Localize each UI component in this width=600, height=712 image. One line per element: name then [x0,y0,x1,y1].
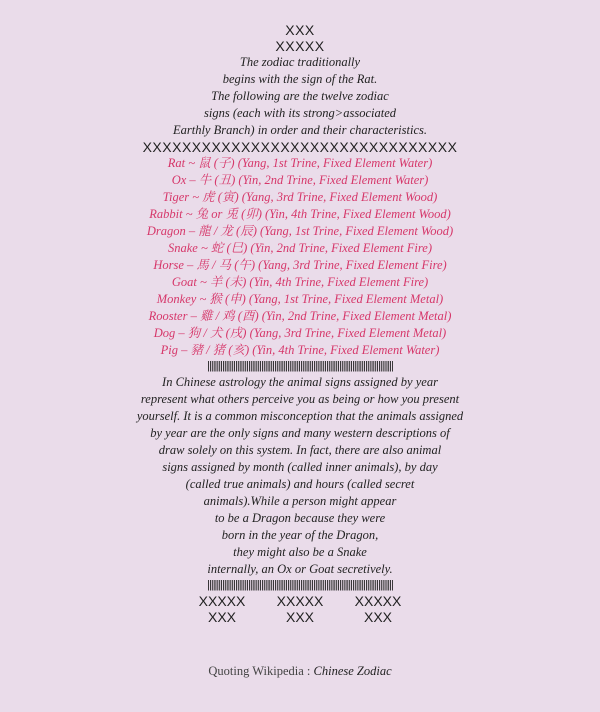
body-line: born in the year of the Dragon, [221,528,379,542]
body-line: signs assigned by month (called inner animals), by day [162,460,438,474]
body-paragraph [0,374,600,578]
trunk-x: XXXXX [276,593,324,609]
sign-pig: Pig – 豬 / 猪 (亥) (Yin, 4th Trine, Fixed Element Water) [160,343,440,357]
trunk-x: XXX [363,609,392,625]
trunk-x: XXX [285,609,314,625]
body-line: they might also be a Snake [233,545,367,559]
bar-separator-bottom: |||||||||||||||||||||||||||||||||||||||||||||||||||||||||||||||||||||||||||||||||||||||||||||||||||| [207,579,393,591]
sign-monkey: Monkey ~ 猴 (申) (Yang, 1st Trine, Fixed Element Metal) [156,292,444,306]
body-line: to be a Dragon because they were [214,511,386,525]
intro-line: begins with the sign of the Rat. [222,72,378,86]
sign-tiger: Tiger ~ 虎 (寅) (Yang, 3rd Trine, Fixed Element Wood) [162,190,438,204]
trunk-x: XXXXX [354,593,402,609]
top-x-medium: XXXXX [275,38,325,54]
trunk-x: XXX [207,609,236,625]
sign-ox: Ox – 牛 (丑) (Yin, 2nd Trine, Fixed Element Water) [171,173,429,187]
sign-goat: Goat ~ 羊 (未) (Yin, 4th Trine, Fixed Element Fire) [171,275,429,289]
body-line: draw solely on this system. In fact, there are also animal [158,443,442,457]
body-line: represent what others perceive you as being or how you present [140,392,460,406]
sign-rat: Rat ~ 鼠 (子) (Yang, 1st Trine, Fixed Element Water) [167,156,433,170]
body-line: animals).While a person might appear [203,494,397,508]
body-line: yourself. It is a common misconception that the animals assigned [136,409,464,423]
x-separator: XXXXXXXXXXXXXXXXXXXXXXXXXXXXXXXX [142,139,458,155]
intro-line: Earthly Branch) in order and their characteristics. [172,123,428,137]
credit-prefix: Quoting Wikipedia : [208,664,314,678]
intro-line: The following are the twelve zodiac [211,89,389,103]
sign-rooster: Rooster – 雞 / 鸡 (酉) (Yin, 2nd Trine, Fixed Element Metal) [148,309,452,323]
sign-rabbit: Rabbit ~ 兔 or 兎 (卯) (Yin, 4th Trine, Fixed Element Wood) [149,207,451,221]
body-line: by year are the only signs and many western descriptions of [150,426,450,440]
zodiac-tree-poem [0,22,600,625]
sign-dog: Dog – 狗 / 犬 (戌) (Yang, 3rd Trine, Fixed Element Metal) [153,326,447,340]
intro-line: signs (each with its strong>associated [204,106,396,120]
body-line: (called true animals) and hours (called secret [185,477,415,491]
intro-line: The zodiac traditionally [239,55,361,69]
trunk-row-2 [0,609,600,625]
sign-horse: Horse – 馬 / 马 (午) (Yang, 3rd Trine, Fixed Element Fire) [153,258,447,272]
body-line: In Chinese astrology the animal signs assigned by year [162,375,438,389]
zodiac-sign-list [0,155,600,359]
trunk-row-1 [0,593,600,609]
source-credit [0,664,600,679]
sign-dragon: Dragon – 龍 / 龙 (辰) (Yang, 1st Trine, Fixed Element Wood) [146,224,454,238]
bar-separator-top: |||||||||||||||||||||||||||||||||||||||||||||||||||||||||||||||||||||||||||||||||||||||||||||||||||| [207,360,393,372]
body-line: internally, an Ox or Goat secretively. [207,562,393,576]
sign-snake: Snake ~ 蛇 (巳) (Yin, 2nd Trine, Fixed Element Fire) [168,241,432,255]
top-x-small: XXX [285,22,315,38]
intro-paragraph [0,54,600,139]
trunk-x: XXXXX [198,593,246,609]
credit-title: Chinese Zodiac [313,664,392,678]
